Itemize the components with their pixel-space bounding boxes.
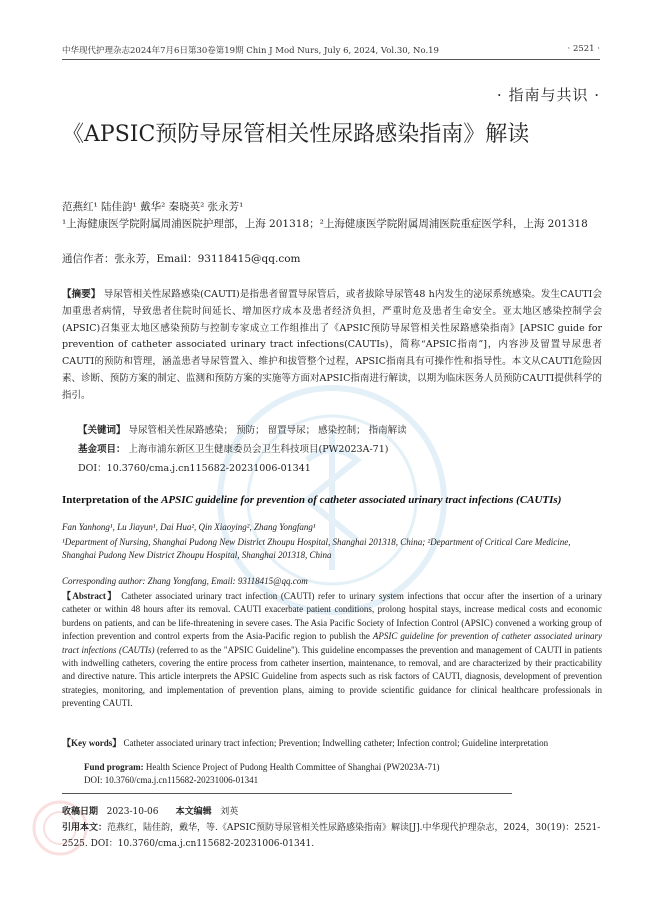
keywords-zh (78, 422, 600, 436)
citation-text: 范燕红，陆佳韵，戴华，等.《APSIC预防导尿管相关性尿路感染指南》解读[J].中华现代护理杂志，2024，30(19)：2521-2525. DOI：10.3760/cma.j.cn115682-20231006-01341. (62, 823, 601, 849)
affiliations-en: ¹Department of Nursing, Shanghai Pudong New District Zhoupu Hospital, Shanghai 201318, China; ²Department of Critical Care Medicine, Shanghai Pudong New District Zhoupu Hospital, Shanghai 201318, China (62, 537, 571, 561)
abstract-zh-label: 【摘要】 (62, 289, 101, 300)
authors-en: Fan Yanhong¹, Lu Jiayun¹, Dai Hua², Qin Xiaoying², Zhang Yongfang¹ (62, 522, 316, 532)
abstract-en-part2: (referred to as the "APSIC Guideline"). This guideline encompasses the prevention and management of CAUTI in patients with indwelling catheters, covering the entire process from catheter insertion, maintenance, to removal, and are characterized by their practicability and directive nature. This article interprets the APSIC Guideline from aspects such as risk factors of CAUTI, diagnosis, development of prevention strategies, monitoring, and implementation of prevention plans, aiming to provide scientific guidance for clinical healthcare professionals in preventing CAUTI. (62, 644, 602, 709)
fund-en-text: Health Science Project of Pudong Health Committee of Shanghai (PW2023A-71) (143, 762, 440, 772)
header-divider (62, 59, 600, 60)
received-date (62, 804, 238, 817)
keywords-zh-label: 【关键词】 (78, 425, 126, 436)
doi-en: DOI: 10.3760/cma.j.cn115682-20231006-01341 (84, 775, 259, 785)
abstract-en-label: 【Abstract】 (62, 591, 118, 601)
received-label: 收稿日期 (62, 807, 99, 817)
abstract-zh (62, 287, 602, 405)
keywords-en-label: 【Key words】 (62, 738, 122, 748)
fund-en-label: Fund program: (84, 762, 144, 772)
english-title-prefix: Interpretation of the (62, 494, 162, 506)
abstract-en-italic: APSIC guideline for prevention of catheter associated urinary tract infections (CAUTIs) (62, 631, 602, 655)
keywords-zh-text: 导尿管相关性尿路感染； 预防； 留置导尿； 感染控制； 指南解读 (128, 425, 407, 436)
affiliations-zh: ¹上海健康医学院附属周浦医院护理部，上海 201318；²上海健康医学院附属周浦医院重症医学科，上海 201318 (62, 218, 588, 230)
page-number: · 2521 · (567, 44, 600, 54)
abstract-en (62, 590, 602, 711)
abstract-en-part1: Catheter associated urinary tract infection (CAUTI) refer to urinary system infections that occur after the insertion of a urinary catheter or within 48 hours after its removal. CAUTI exacerbate patient conditions, prolong hospital stays, increase medical costs and economic burdens on patients, and can be life-threatening in severe cases. The Asia Pacific Society of Infection Control (APSIC) convened a working group of infection prevention and control experts from the Asia-Pacific region to publish the (62, 591, 602, 642)
authors-zh: 范燕红¹ 陆佳韵¹ 戴华² 秦晓英² 张永芳¹ (62, 201, 244, 213)
editor-value: 刘英 (220, 807, 239, 817)
citation (62, 820, 602, 852)
english-title (62, 493, 602, 507)
keywords-en (62, 737, 602, 750)
doi-zh: DOI：10.3760/cma.j.cn115682-20231006-01341 (78, 463, 311, 474)
correspondence-zh: 通信作者：张永芳，Email：93118415@qq.com (62, 253, 301, 265)
editor-label: 本文编辑 (175, 807, 212, 817)
fund-zh-text: 上海市浦东新区卫生健康委员会卫生科技项目(PW2023A-71) (128, 444, 389, 455)
correspondence-en: Corresponding author: Zhang Yongfang, Email: 93118415@qq.com (62, 576, 308, 586)
english-title-italic: APSIC guideline for prevention of catheter associated urinary tract infections (CAUTIs) (161, 494, 562, 506)
fund-zh (78, 441, 600, 455)
footer-divider (62, 793, 512, 794)
article-title: 《APSIC预防导尿管相关性尿路感染指南》解读 (62, 122, 530, 147)
received-value: 2023-10-06 (106, 807, 159, 817)
fund-en (84, 762, 440, 772)
running-header: 中华现代护理杂志2024年7月6日第30卷第19期 Chin J Mod Nurs, July 6, 2024, Vol.30, No.19 (62, 46, 439, 56)
column-label: · 指南与共识 · (496, 86, 600, 104)
fund-zh-label: 基金项目： (78, 444, 126, 455)
abstract-zh-text: 导尿管相关性尿路感染(CAUTI)是指患者留置导尿管后，或者拔除导尿管48 h内发生的泌尿系统感染。发生CAUTI会加重患者病情，导致患者住院时间延长、增加医疗成本及患者经济负担，严重时危及患者生命安全。亚太地区感染控制学会(APSIC)召集亚太地区感染预防与控制专家成立工作组推出了《APSIC预防导尿管相关性尿路感染指南》[APSIC guide for prevention of catheter associated urinary tract infections(CAUTIs)，简称“APSIC指南”]，内容涉及留置导尿患者CAUTI的预防和管理，涵盖患者导尿管置入、维护和拔管整个过程，APSIC指南具有可操作性和指导性。本文从CAUTI危险因素、诊断、预防方案的制定、监测和预防方案的实施等方面对APSIC指南进行解读，以期为临床医务人员预防CAUTI提供科学的指引。 (62, 289, 602, 401)
keywords-en-text: Catheter associated urinary tract infection; Prevention; Indwelling catheter; Infection control; Guideline interpretation (121, 738, 549, 748)
citation-label: 引用本文： (62, 823, 108, 833)
